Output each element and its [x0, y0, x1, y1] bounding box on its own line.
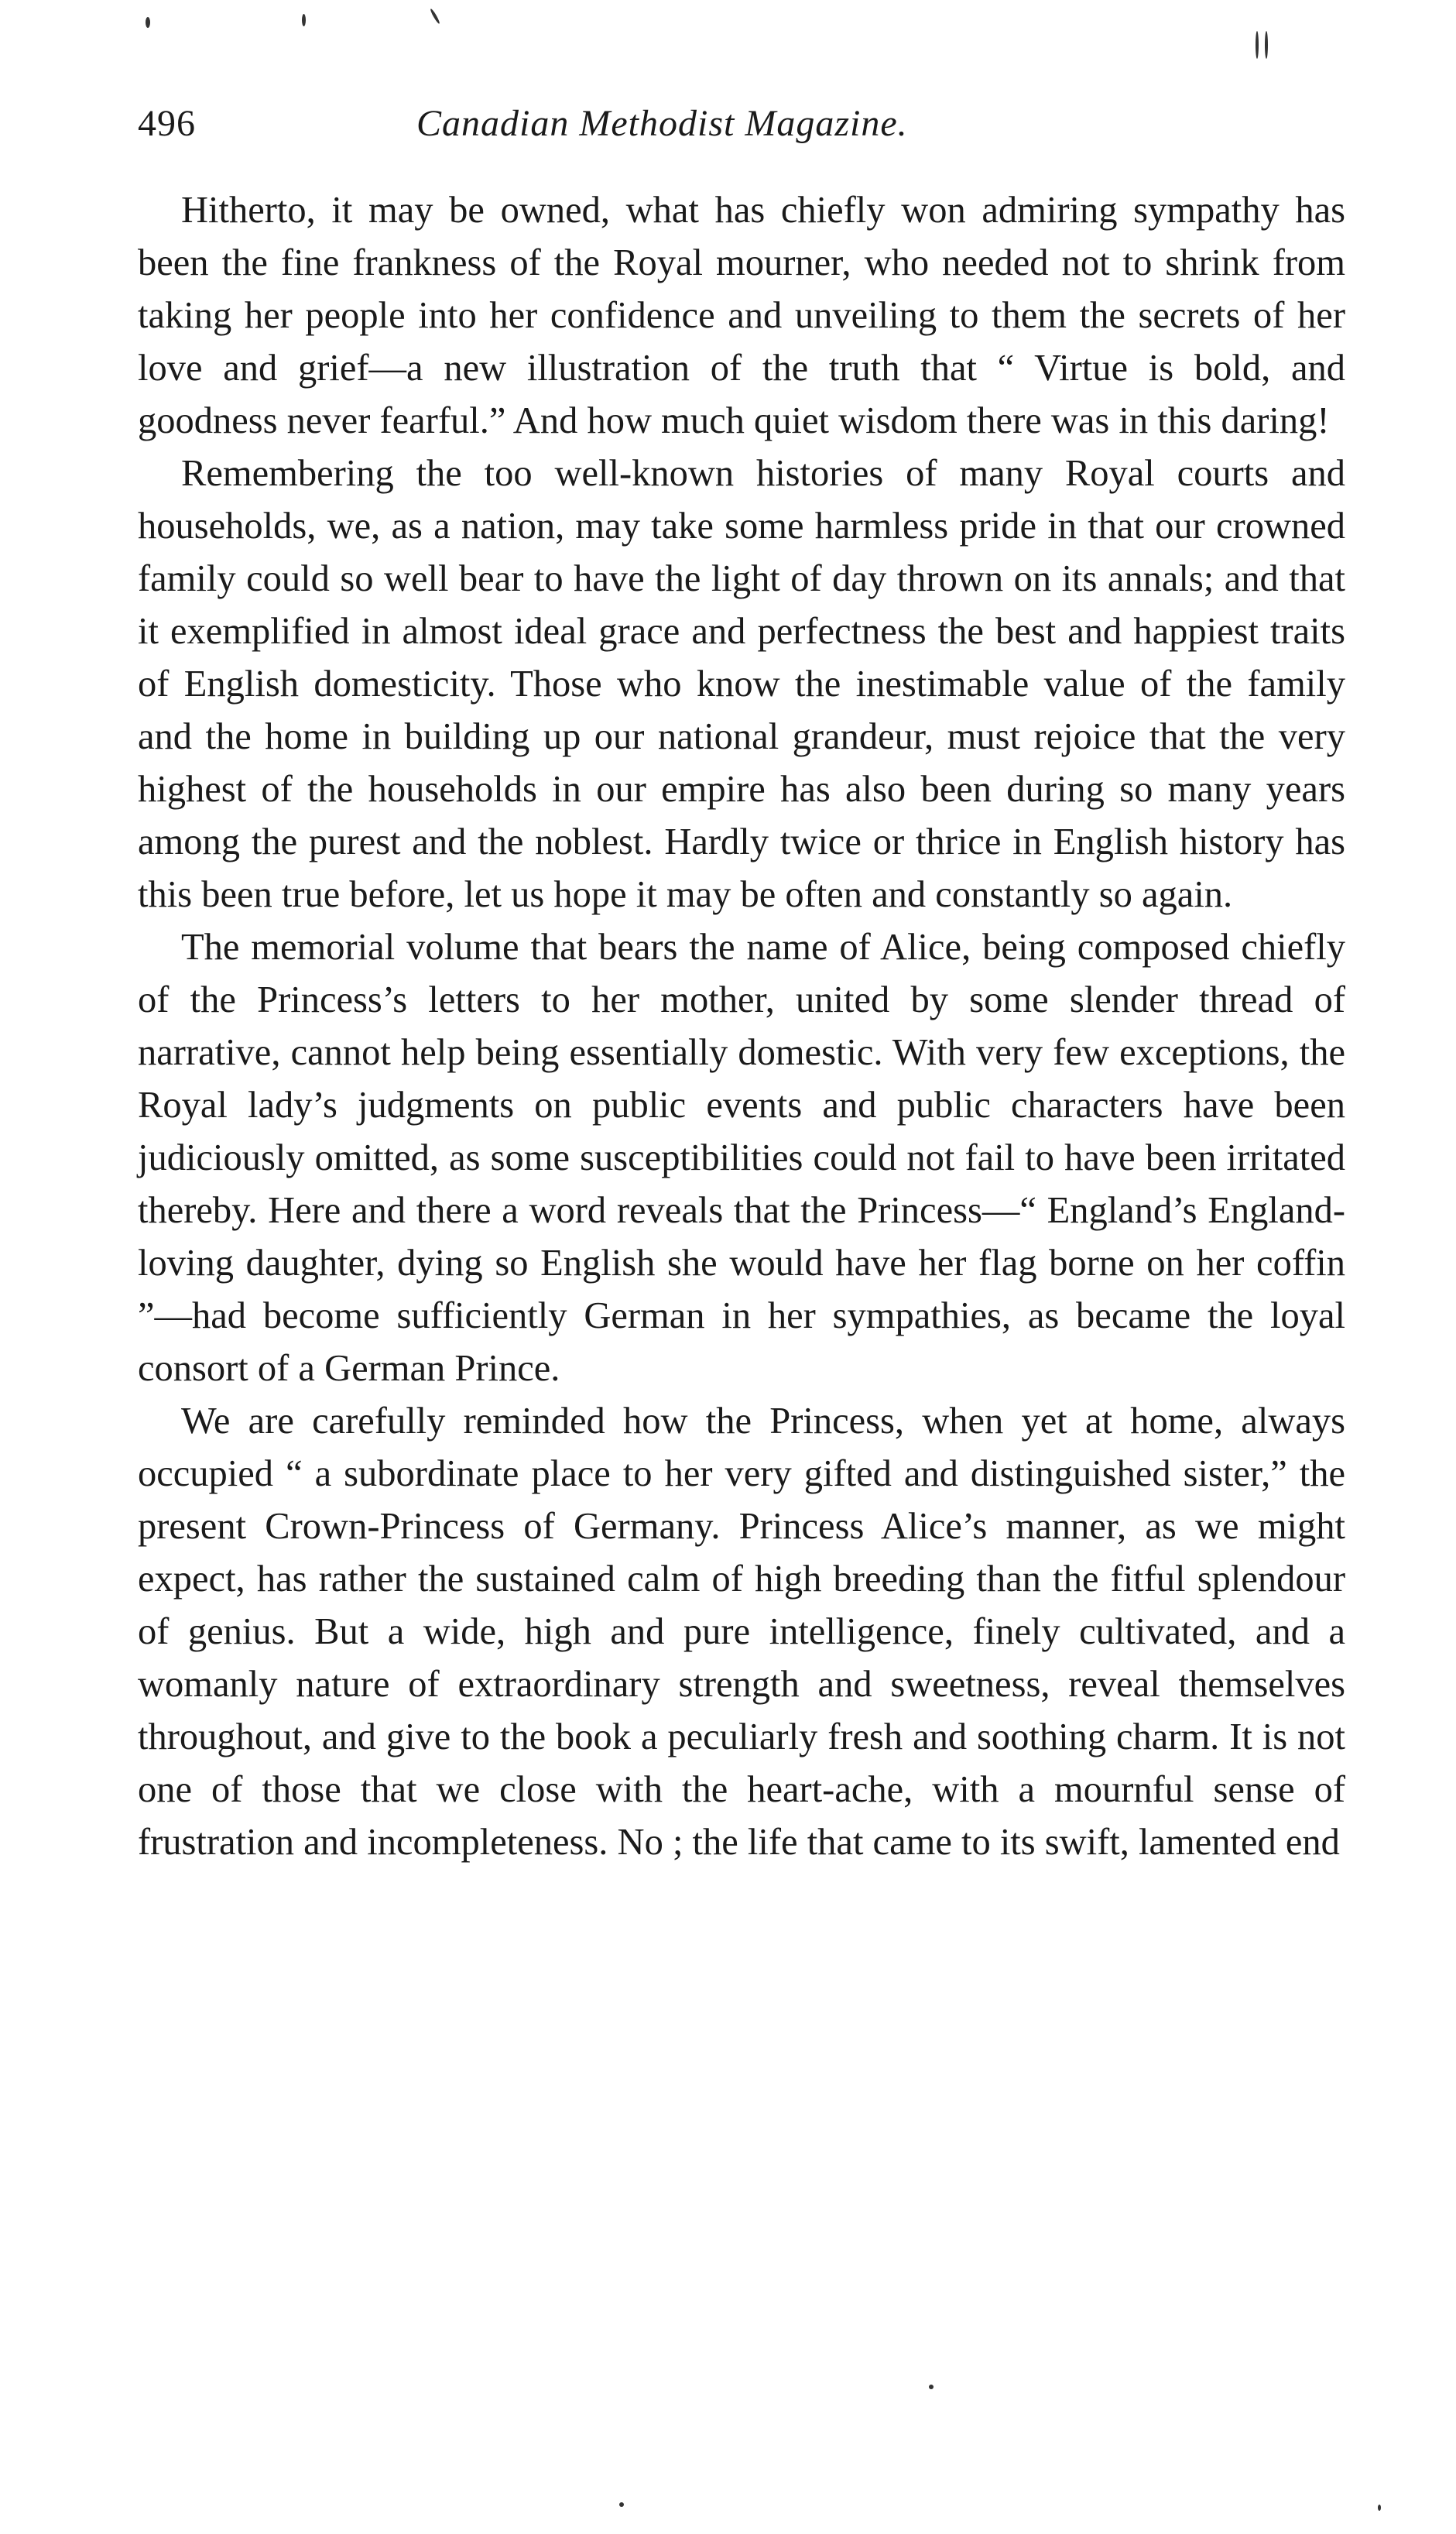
scan-speck	[929, 2385, 934, 2389]
scan-speck	[1256, 31, 1259, 59]
paragraph-3: The memorial volume that bears the name of Alice, being composed chiefly of the Princess’s letters to her mother, united by some slender thread of narrative, cannot help being essentially domestic. With very few exceptions, the Royal lady’s judgments on public events and public characters have been judiciously omitted, as some susceptibilities could not fail to have been irritated thereby. Here and there a word reveals that the Princess—“ England’s England-loving daughter, dying so English she would have her flag borne on her coffin ”—had become sufficiently German in her sympathies, as became the loyal consort of a German Prince.	[138, 927, 1345, 1389]
paragraph-4: We are carefully reminded how the Princess, when yet at home, always occupied “ a subordinate place to her very gifted and distinguished sister,” the present Crown-Princess of Germany. Princess Alice’s manner, as we might expect, has rather the sustained calm of high breeding than the fitful splendour of genius. But a wide, high and pure intelligence, finely cultivated, and a womanly nature of extraordinary strength and sweetness, reveal themselves throughout, and give to the book a peculiarly fresh and soothing charm. It is not one of those that we close with the heart-ache, with a mournful sense of frustration and incompleteness. No ; the life that came to its swift, lamented end	[138, 1401, 1345, 1863]
scan-speck	[302, 14, 306, 26]
scan-speck	[430, 8, 440, 24]
running-title: Canadian Methodist Magazine.	[416, 103, 908, 144]
scan-speck	[1265, 31, 1268, 59]
page-header	[138, 102, 1353, 164]
page-number: 496	[138, 103, 196, 144]
paragraph-1: Hitherto, it may be owned, what has chiefly won admiring sympathy has been the fine frankness of the Royal mourner, who needed not to shrink from taking her people into her confidence and unveiling to them the secrets of her love and grief—a new illustration of the truth that “ Virtue is bold, and goodness never fearful.” And how much quiet wisdom there was in this daring!	[138, 190, 1345, 441]
scan-speck	[146, 17, 150, 28]
body-text	[138, 184, 1345, 1869]
scan-speck	[619, 2502, 624, 2507]
paragraph-2: Remembering the too well-known histories of many Royal courts and households, we, as a nation, may take some harmless pride in that our crowned family could so well bear to have the light of day thrown on its annals; and that it exemplified in almost ideal grace and perfectness the best and happiest traits of English domesticity. Those who know the inestimable value of the family and the home in building up our national grandeur, must rejoice that the very highest of the households in our empire has also been during so many years among the purest and the noblest. Hardly twice or thrice in English history has this been true before, let us hope it may be often and constantly so again.	[138, 453, 1345, 915]
scan-speck	[1378, 2505, 1381, 2511]
